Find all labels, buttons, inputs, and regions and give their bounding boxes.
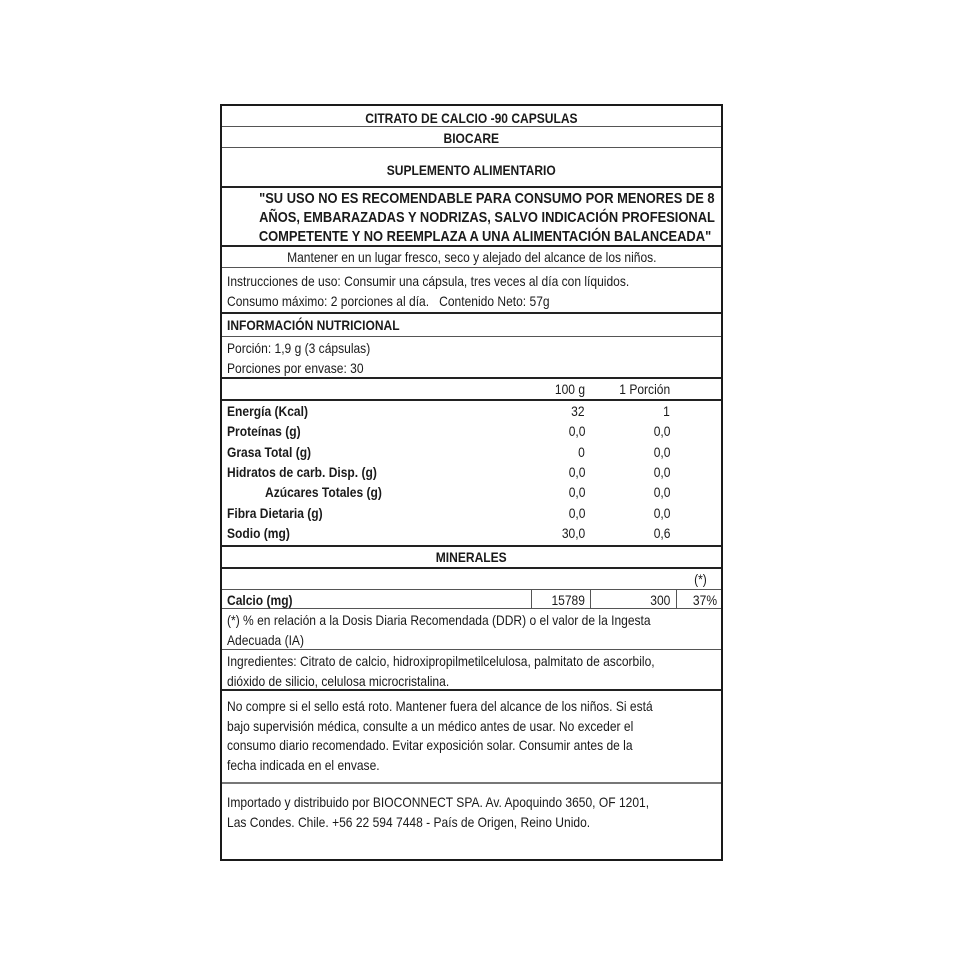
mineral-label: Calcio (mg) bbox=[227, 592, 293, 608]
nutrient-label: Sodio (mg) bbox=[227, 524, 290, 541]
storage-instructions: Mantener en un lugar fresco, seco y alejado del alcance de los niños. bbox=[286, 249, 657, 265]
divider bbox=[222, 608, 721, 609]
value-per-100g: 0,0 bbox=[568, 504, 585, 521]
divider bbox=[222, 689, 721, 691]
ddr-percent: 37% bbox=[692, 592, 717, 608]
serving-info: Porción: 1,9 g (3 cápsulas) Porciones por envase: 30 bbox=[227, 340, 371, 376]
value-per-100g: 32 bbox=[571, 403, 585, 419]
cell-divider bbox=[590, 590, 591, 608]
value-per-100g: 0 bbox=[578, 443, 585, 460]
value-per-serving: 1 bbox=[663, 403, 670, 419]
nutrient-label: Hidratos de carb. Disp. (g) bbox=[227, 463, 377, 480]
value-per-serving: 0,6 bbox=[653, 524, 670, 541]
value-per-serving: 0,0 bbox=[653, 504, 670, 521]
value-per-serving: 0,0 bbox=[653, 423, 670, 440]
nutrient-label: Grasa Total (g) bbox=[227, 443, 312, 460]
warning-quote-line: "SU USO NO ES RECOMENDABLE PARA CONSUMO POR MENORES DE 8 bbox=[259, 190, 715, 207]
divider bbox=[222, 312, 721, 314]
divider bbox=[222, 545, 721, 547]
value-per-100g: 0,0 bbox=[568, 463, 585, 480]
product-title: CITRATO DE CALCIO -90 CAPSULAS bbox=[365, 110, 578, 126]
divider bbox=[222, 245, 721, 247]
column-header-serving: 1 Porción bbox=[619, 381, 670, 397]
safety-warnings: No compre si el sello está roto. Mantener fuera del alcance de los niños. Si está bajo supervisión médica, consulte a un médico antes de usar. No exceder el consumo diario recomendado. Evitar exposición solar. Consumir antes de la fecha indicada en el envase. bbox=[227, 698, 653, 773]
value-per-100g: 30,0 bbox=[561, 524, 585, 541]
value-per-serving: 0,0 bbox=[653, 463, 670, 480]
divider bbox=[222, 147, 721, 148]
ddr-footnote: (*) % en relación a la Dosis Diaria Recomendada (DDR) o el valor de la Ingesta Adecuada (IA) bbox=[227, 612, 651, 648]
value-per-serving: 0,0 bbox=[653, 484, 670, 501]
brand-name: BIOCARE bbox=[443, 130, 500, 146]
nutrient-label: Energía (Kcal) bbox=[227, 403, 308, 419]
nutrient-label: Fibra Dietaria (g) bbox=[227, 504, 323, 521]
divider bbox=[222, 567, 721, 569]
nutrition-label bbox=[220, 104, 723, 861]
minerals-title: MINERALES bbox=[436, 549, 507, 565]
nutrient-label: Proteínas (g) bbox=[227, 423, 301, 440]
importer-info: Importado y distribuido por BIOCONNECT SPA. Av. Apoquindo 3650, OF 1201, Las Condes. Chile. +56 22 594 7448 - País de Origen, Reino Unido. bbox=[227, 794, 650, 830]
divider bbox=[222, 267, 721, 268]
nutrient-label: Azúcares Totales (g) bbox=[265, 484, 382, 501]
divider bbox=[222, 186, 721, 188]
divider bbox=[222, 649, 721, 650]
category-label: SUPLEMENTO ALIMENTARIO bbox=[386, 162, 557, 178]
warning-quote-line: AÑOS, EMBARAZADAS Y NODRIZAS, SALVO INDICACIÓN PROFESIONAL bbox=[259, 209, 715, 226]
nutrition-title: INFORMACIÓN NUTRICIONAL bbox=[227, 317, 400, 333]
value-per-serving: 0,0 bbox=[653, 443, 670, 460]
value-per-serving: 300 bbox=[649, 592, 670, 608]
usage-instructions: Instrucciones de uso: Consumir una cápsula, tres veces al día con líquidos. Consumo máximo: 2 porciones al día. Contenido Neto: 57g bbox=[227, 273, 630, 309]
divider bbox=[222, 336, 721, 337]
divider bbox=[222, 377, 721, 379]
divider bbox=[222, 589, 721, 590]
divider bbox=[222, 399, 721, 401]
ingredients: Ingredientes: Citrato de calcio, hidroxipropilmetilcelulosa, palmitato de ascorbilo, dióxido de silicio, celulosa microcristalina. bbox=[227, 653, 655, 689]
value-per-100g: 15789 bbox=[551, 592, 585, 608]
value-per-100g: 0,0 bbox=[568, 484, 585, 501]
divider bbox=[222, 126, 721, 127]
value-per-100g: 0,0 bbox=[568, 423, 585, 440]
ddr-marker: (*) bbox=[694, 571, 707, 587]
warning-quote-line: COMPETENTE Y NO REEMPLAZA A UNA ALIMENTACIÓN BALANCEADA" bbox=[258, 228, 712, 245]
column-header-100g: 100 g bbox=[554, 381, 585, 397]
divider bbox=[222, 782, 721, 784]
